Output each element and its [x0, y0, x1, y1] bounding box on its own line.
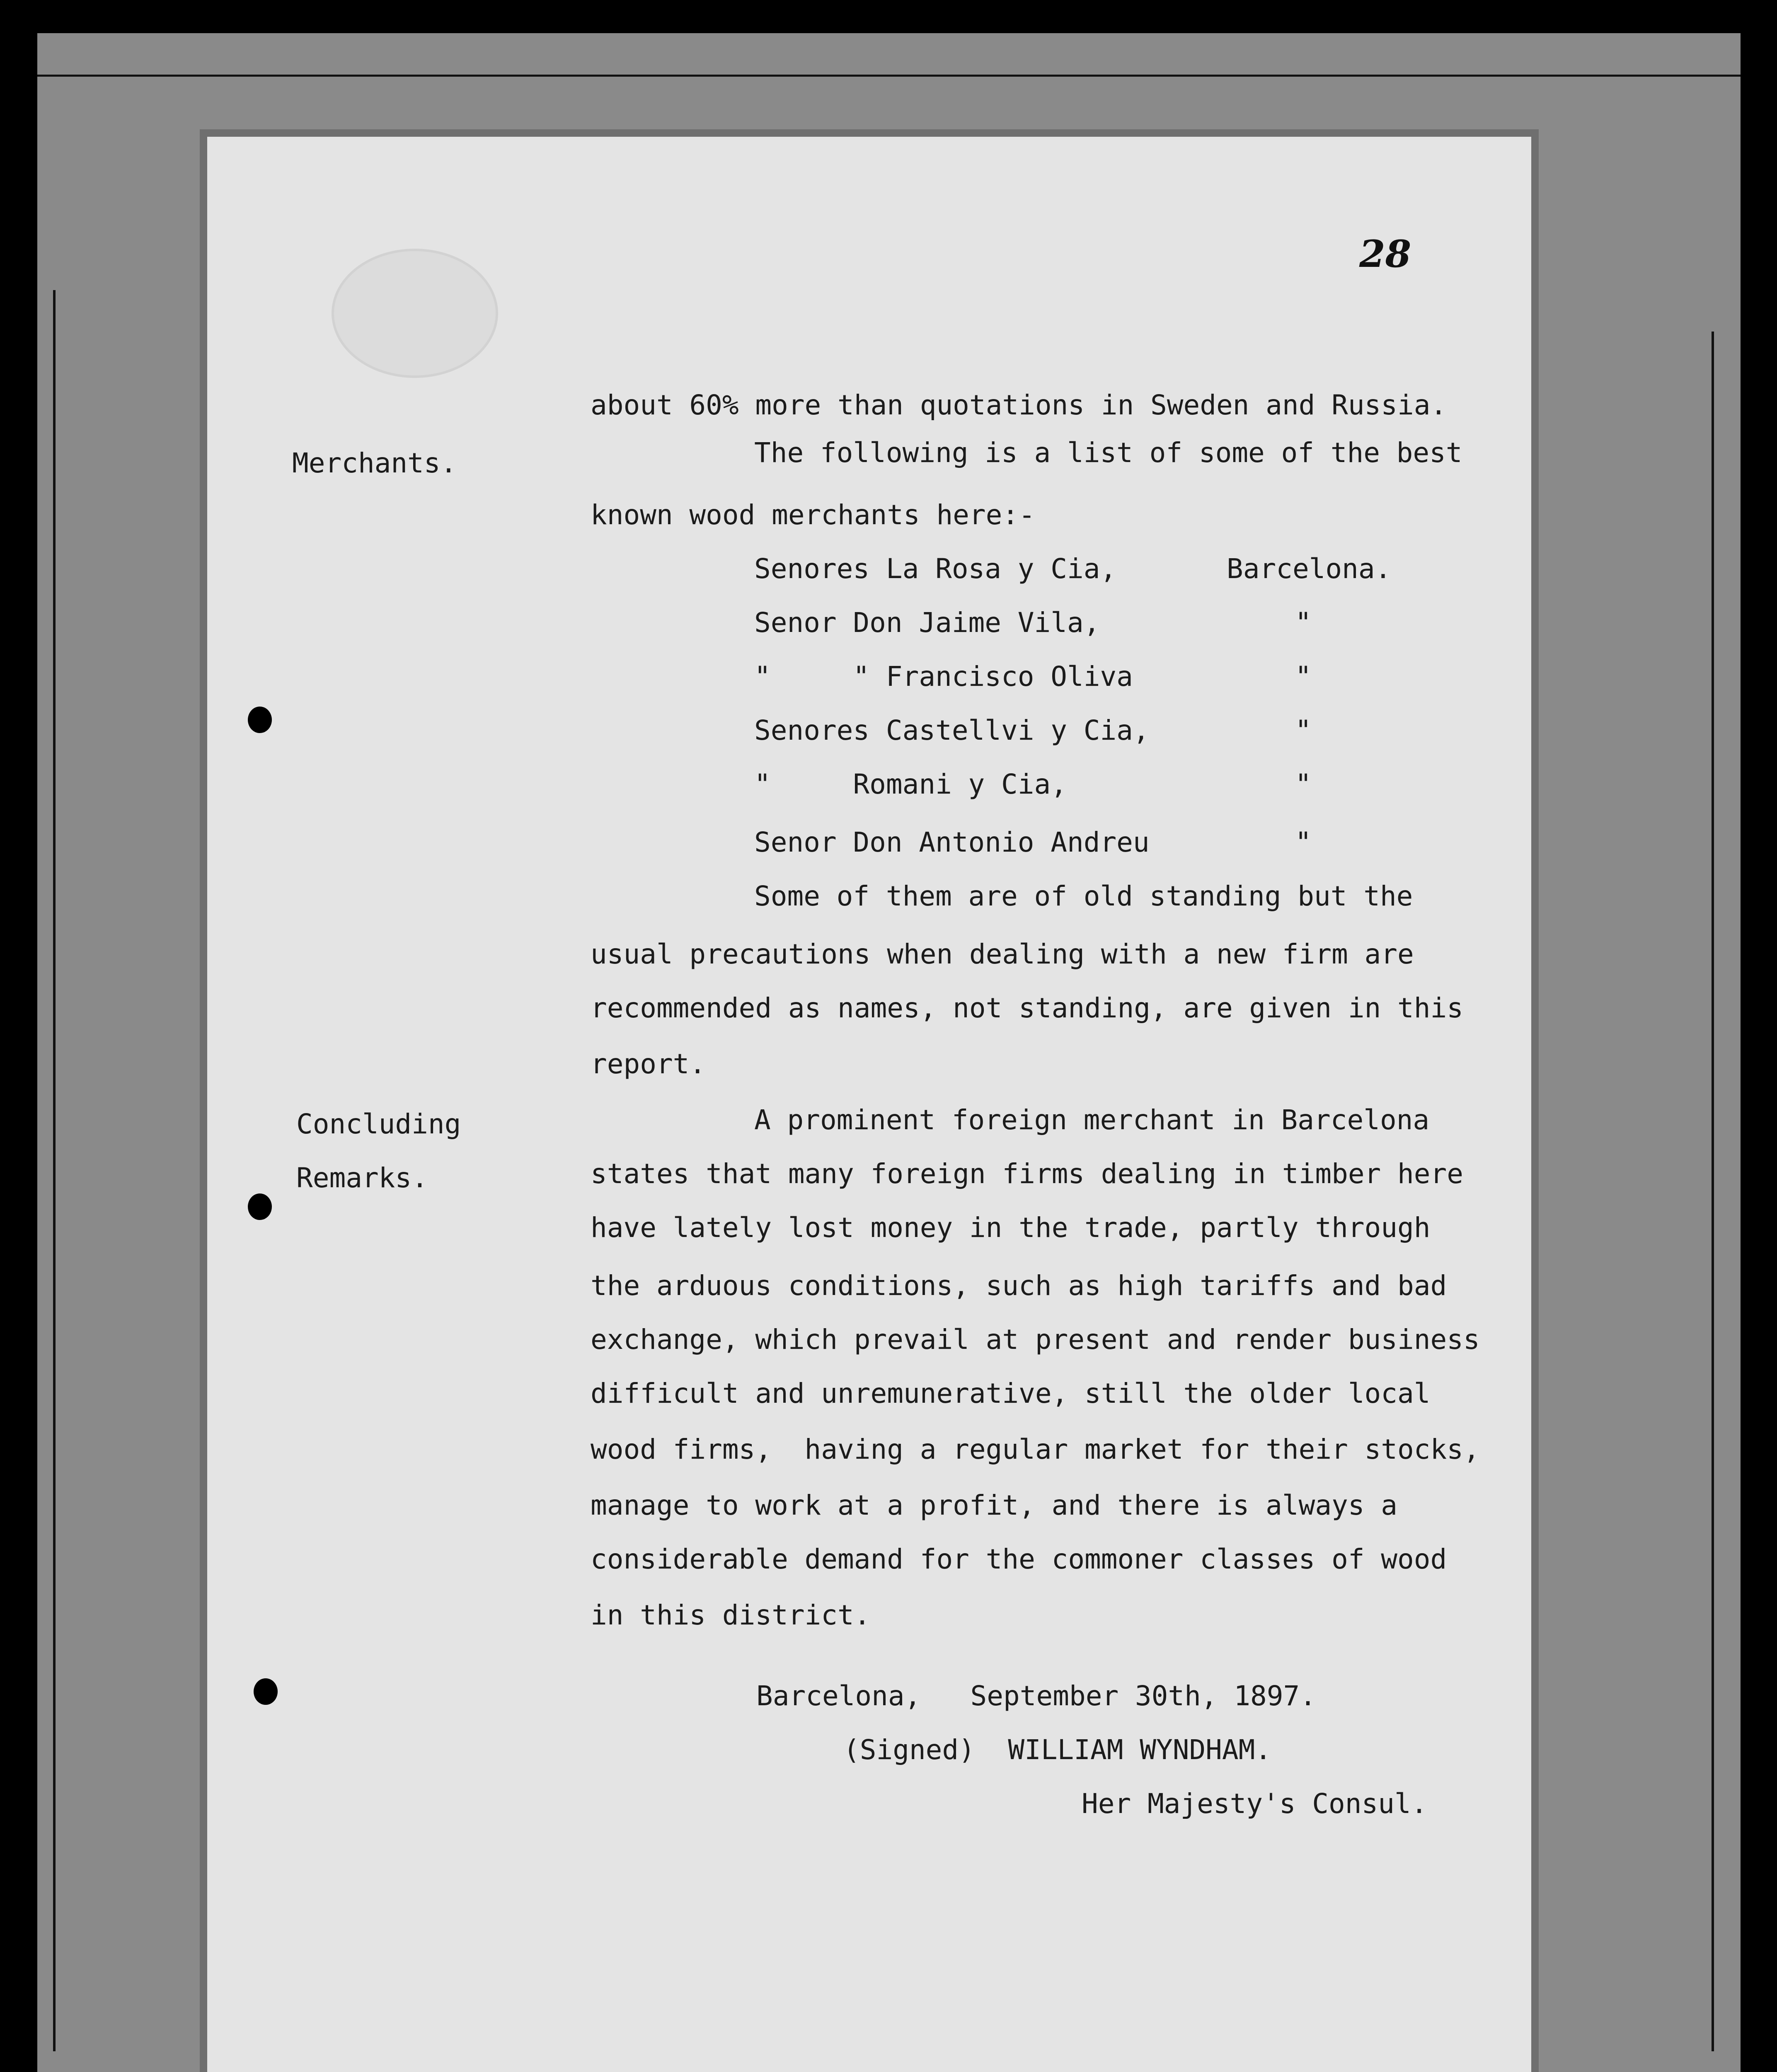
frame-line-right	[1712, 332, 1714, 2051]
body-line: states that many foreign firms dealing in timber here	[591, 1158, 1463, 1190]
body-line: in this district.	[591, 1599, 871, 1631]
body-line: difficult and unremunerative, still the older local	[591, 1377, 1431, 1409]
merchant-name: " " Francisco Oliva	[754, 661, 1133, 692]
body-line: report.	[591, 1048, 706, 1080]
frame-line-left	[53, 290, 56, 2051]
merchant-city: Barcelona.	[1227, 553, 1392, 585]
merchant-name: Senores Castellvi y Cia,	[754, 714, 1150, 746]
merchant-name: Senor Don Antonio Andreu	[754, 826, 1150, 858]
margin-note-remarks: Remarks.	[296, 1162, 428, 1194]
margin-note-merchants: Merchants.	[292, 447, 457, 479]
body-line: exchange, which prevail at present and render business	[591, 1324, 1480, 1356]
body-line: The following is a list of some of the best	[754, 437, 1462, 469]
page-number: 28	[1359, 232, 1411, 276]
body-line: A prominent foreign merchant in Barcelona	[754, 1104, 1430, 1136]
punch-hole-icon	[254, 1678, 278, 1705]
merchant-name: Senores La Rosa y Cia,	[754, 553, 1117, 585]
signature-title: Her Majesty's Consul.	[1082, 1788, 1428, 1820]
signature-place-date: Barcelona, September 30th, 1897.	[756, 1680, 1317, 1712]
merchant-name: Senor Don Jaime Vila,	[754, 607, 1100, 639]
body-line: have lately lost money in the trade, partly through	[591, 1212, 1431, 1244]
merchant-city: "	[1295, 768, 1312, 800]
embossed-seal-icon	[332, 249, 498, 378]
body-line: usual precautions when dealing with a new firm are	[591, 938, 1414, 970]
body-line: wood firms, having a regular market for their stocks,	[591, 1433, 1480, 1465]
merchant-city: "	[1295, 661, 1312, 692]
margin-note-concluding: Concluding	[296, 1108, 461, 1140]
body-line: the arduous conditions, such as high tariffs and bad	[591, 1270, 1447, 1302]
body-line: considerable demand for the commoner classes of wood	[591, 1543, 1447, 1575]
body-line: Some of them are of old standing but the	[754, 880, 1413, 912]
punch-hole-icon	[248, 1193, 272, 1220]
body-line: known wood merchants here:-	[591, 499, 1035, 531]
body-line: recommended as names, not standing, are given in this	[591, 992, 1463, 1024]
merchant-city: "	[1295, 826, 1312, 858]
body-line: about 60% more than quotations in Sweden and Russia.	[591, 389, 1447, 421]
body-line: manage to work at a profit, and there is always a	[591, 1489, 1398, 1521]
signature-signed: (Signed) WILLIAM WYNDHAM.	[843, 1734, 1272, 1766]
merchant-name: " Romani y Cia,	[754, 768, 1067, 800]
merchant-city: "	[1295, 607, 1312, 639]
frame-line-top	[37, 75, 1741, 77]
punch-hole-icon	[248, 707, 272, 733]
merchant-city: "	[1295, 714, 1312, 746]
